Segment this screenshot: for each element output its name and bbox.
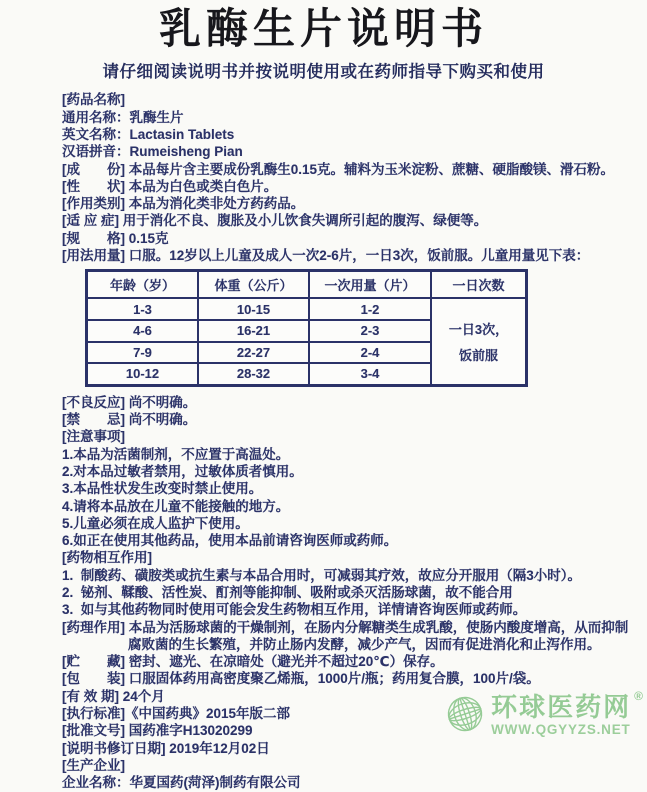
- dosage-age-cell: 7-9: [87, 342, 198, 364]
- leaflet-line: [生产企业]: [62, 757, 125, 773]
- leaflet-line: [贮 藏] 密封、遮光、在凉暗处（避光并不超过20℃）保存。: [62, 654, 444, 670]
- dosage-age-cell: 1-3: [87, 298, 198, 320]
- leaflet-line: [药物相互作用]: [62, 550, 152, 566]
- leaflet-line: 6.如正在使用其他药品，使用本品前请咨询医师或药师。: [62, 533, 398, 549]
- dosage-amount-cell: 3-4: [309, 363, 431, 385]
- watermark: [445, 689, 643, 739]
- leaflet-body: [0, 91, 647, 791]
- dosage-table-header-cell: 年龄（岁）: [87, 271, 198, 298]
- leaflet-line: [规 格] 0.15克: [62, 230, 169, 246]
- leaflet-line: 1.本品为活菌制剂，不应置于高温处。: [62, 446, 290, 462]
- dosage-table-header-cell: 一日次数: [431, 271, 526, 298]
- dosage-age-cell: 10-12: [87, 363, 198, 385]
- leaflet-line: [性 状] 本品为白色或类白色片。: [62, 178, 278, 194]
- watermark-text: [491, 689, 643, 737]
- leaflet-line: 5.儿童必须在成人监护下使用。: [62, 515, 249, 531]
- dosage-table: [85, 269, 528, 386]
- leaflet-line: [执行标准]《中国药典》2015年版二部: [62, 706, 291, 722]
- dosage-weight-cell: 10-15: [198, 298, 309, 320]
- leaflet-line: [包 装] 口服固体药用高密度聚乙烯瓶，1000片/瓶；药用复合膜，100片/袋。: [62, 671, 540, 687]
- page-subtitle: 请仔细阅读说明书并按说明使用或在药师指导下购买和使用: [102, 63, 545, 82]
- dosage-weight-cell: 16-21: [198, 320, 309, 342]
- dosage-amount-cell: 2-4: [309, 342, 431, 364]
- dosage-frequency-line: 饭前服: [458, 348, 498, 364]
- leaflet-line: [作用类别] 本品为消化类非处方药药品。: [62, 196, 305, 212]
- leaflet-line: 汉语拼音：Rumeisheng Pian: [62, 144, 243, 160]
- leaflet-line: [不良反应] 尚不明确。: [62, 394, 197, 410]
- watermark-site-name: 环球医药网: [491, 692, 632, 722]
- leaflet-line: [成 份] 本品每片含主要成份乳酶生0.15克。辅料为玉米淀粉、蔗糖、硬脂酸镁、滑石粉。: [62, 161, 615, 177]
- leaflet-line: 通用名称：乳酶生片: [62, 109, 184, 125]
- leaflet-line: 英文名称：Lactasin Tablets: [62, 126, 235, 142]
- registered-trademark-icon: ®: [634, 689, 643, 703]
- dosage-amount-cell: 1-2: [309, 298, 431, 320]
- leaflet-line: 3.本品性状发生改变时禁止使用。: [62, 481, 263, 497]
- leaflet-line: [禁 忌] 尚不明确。: [62, 412, 197, 428]
- leaflet-line: 2. 铋剂、鞣酸、活性炭、酊剂等能抑制、吸附或杀灭活肠球菌，故不能合用: [62, 585, 513, 600]
- dosage-table-header-cell: 一次用量（片）: [309, 271, 431, 298]
- section-lines-top: [62, 91, 641, 264]
- leaflet-line: [说明书修订日期] 2019年12月02日: [62, 740, 270, 756]
- page-title: 乳酶生片说明书: [158, 5, 488, 52]
- leaflet-line: 1. 制酸药、磺胺类或抗生素与本品合用时，可减弱其疗效，故应分开服用（隔3小时）。: [62, 567, 582, 583]
- watermark-site-url: WWW.QGYYZS.NET: [491, 722, 631, 737]
- dosage-frequency-cell: [431, 298, 526, 384]
- dosage-age-cell: 4-6: [87, 320, 198, 342]
- leaflet-line: 4.请将本品放在儿童不能接触的地方。: [62, 498, 290, 514]
- leaflet-line: [批准文号] 国药准字H13020299: [62, 723, 253, 739]
- leaflet-line: [药理作用] 本品为活肠球菌的干燥制剂，在肠内分解糖类生成乳酸，使肠内酸度增高，从而抑制腐败菌的生长繁殖，并防止肠内发酵，减少产气，因而有促进消化和止泻作用。: [62, 619, 629, 652]
- leaflet-line: 3. 如与其他药物同时使用可能会发生药物相互作用，详情请咨询医师或药师。: [62, 602, 527, 618]
- globe-icon: [445, 694, 485, 739]
- drug-leaflet-page: [0, 4, 647, 791]
- leaflet-line: [适 应 症] 用于消化不良、腹胀及小儿饮食失调所引起的腹泻、绿便等。: [62, 213, 488, 229]
- dosage-frequency-line: 一日3次，: [448, 322, 509, 338]
- dosage-weight-cell: 28-32: [198, 363, 309, 385]
- leaflet-line: [药品名称]: [62, 92, 125, 108]
- dosage-amount-cell: 2-3: [309, 320, 431, 342]
- dosage-table-header-cell: 体重（公斤）: [198, 271, 309, 298]
- dosage-weight-cell: 22-27: [198, 342, 309, 364]
- leaflet-line: 企业名称：华夏国药(菏泽)制药有限公司: [62, 775, 301, 791]
- leaflet-line: 2.对本品过敏者禁用，过敏体质者慎用。: [62, 463, 303, 479]
- leaflet-line: [有 效 期] 24个月: [62, 688, 165, 704]
- leaflet-line: [注意事项]: [62, 429, 125, 445]
- leaflet-line: [用法用量] 口服。12岁以上儿童及成人一次2-6片，一日3次，饭前服。儿童用量见下表：: [62, 248, 590, 264]
